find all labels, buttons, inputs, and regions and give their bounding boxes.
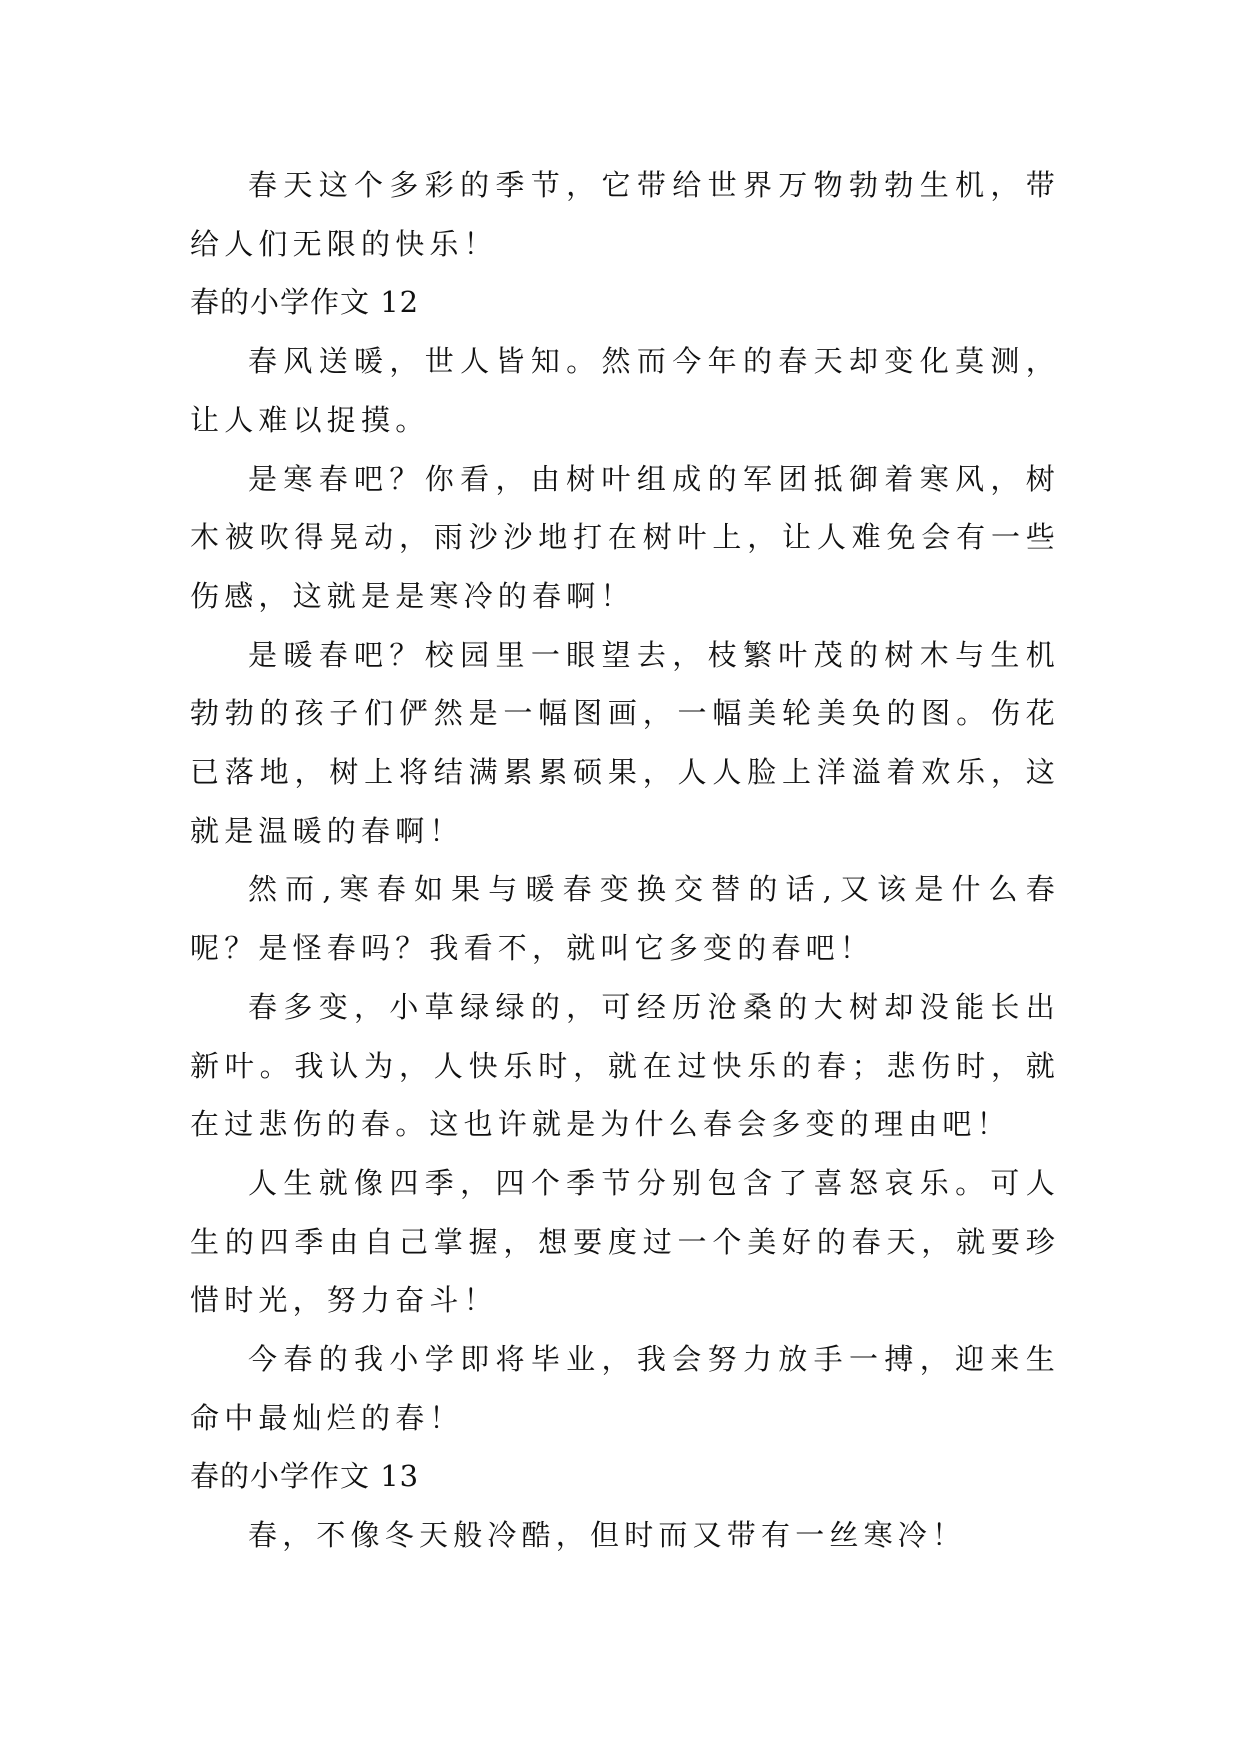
paragraph-1: 春天这个多彩的季节，它带给世界万物勃勃生机，带给人们无限的快乐！ [190, 168, 1060, 261]
paragraph-3: 是寒春吧？你看，由树叶组成的军团抵御着寒风，树木被吹得晃动，雨沙沙地打在树叶上，让人难免会有一些伤感，这就是是寒冷的春啊！ [190, 461, 1060, 613]
paragraph-9: 春，不像冬天般冷酷，但时而又带有一丝寒冷！ [248, 1518, 967, 1553]
section-heading-13: 春的小学作文 13 [190, 1459, 420, 1494]
paragraph-2: 春风送暖，世人皆知。然而今年的春天却变化莫测，让人难以捉摸。 [190, 344, 1060, 437]
paragraph-4: 是暖春吧？校园里一眼望去，枝繁叶茂的树木与生机勃勃的孩子们俨然是一幅图画，一幅美轮美奂的图。伤花已落地，树上将结满累累硕果，人人脸上洋溢着欢乐，这就是温暖的春啊！ [190, 637, 1060, 848]
paragraph-8: 今春的我小学即将毕业，我会努力放手一搏，迎来生命中最灿烂的春！ [190, 1342, 1060, 1435]
document-page [190, 156, 1060, 1565]
section-heading-12: 春的小学作文 12 [190, 285, 420, 320]
paragraph-7: 人生就像四季，四个季节分别包含了喜怒哀乐。可人生的四季由自己掌握，想要度过一个美好的春天，就要珍惜时光，努力奋斗！ [190, 1165, 1060, 1318]
paragraph-5: 然而,寒春如果与暖春变换交替的话,又该是什么春呢？是怪春吗？我看不，就叫它多变的春吧！ [190, 872, 1060, 966]
paragraph-6: 春多变，小草绿绿的，可经历沧桑的大树却没能长出新叶。我认为，人快乐时，就在过快乐的春；悲伤时，就在过悲伤的春。这也许就是为什么春会多变的理由吧！ [190, 989, 1060, 1142]
